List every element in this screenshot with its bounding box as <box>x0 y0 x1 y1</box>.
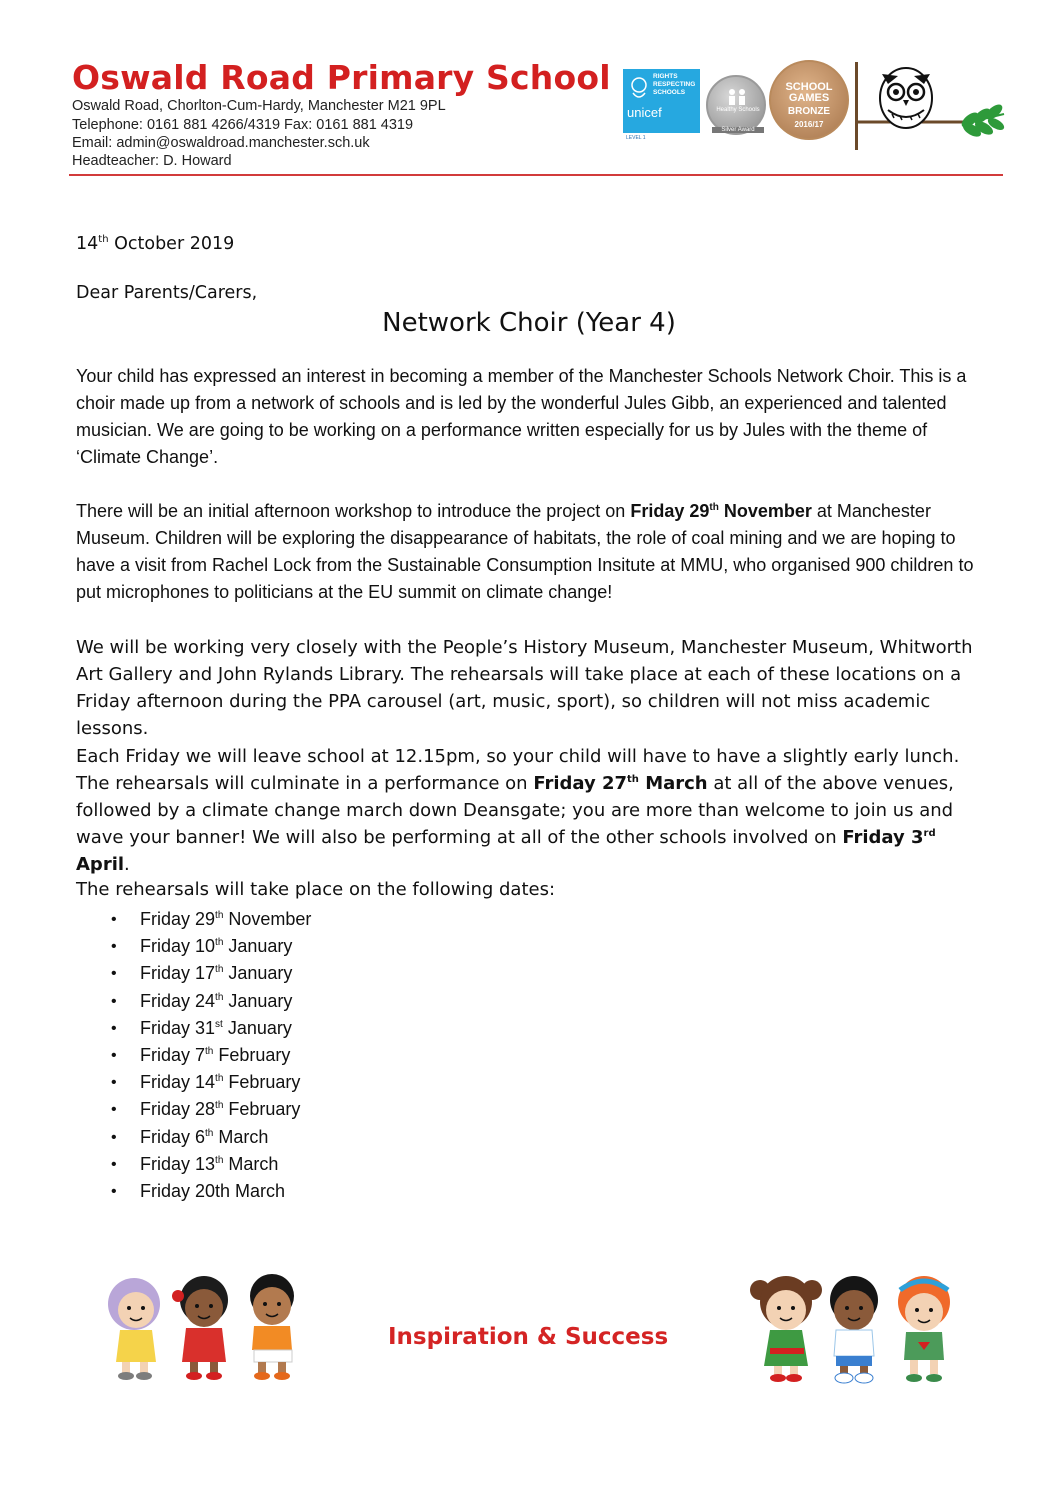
date-suffix: th <box>98 234 109 245</box>
list-item: • Friday 29th November <box>108 906 311 933</box>
paragraph-3 <box>76 634 991 742</box>
paragraph-1-text: Your child has expressed an interest in becoming a member of the Manchester Schools Network Choir. This is a choir made up from a network of schools and is led by the wonderful Jules Gibb, an experienced and talented musician. We are going to be working on a performance written especially for us by Jules with the theme of ‘Climate Change’. <box>76 366 967 467</box>
list-item: • Friday 17th January <box>108 960 311 987</box>
unicef-brand: unicef <box>627 105 662 120</box>
paragraph-4: Each Friday we will leave school at 12.15pm, so your child will have to have a slightly early lunch. The rehearsals will culminate in a performance on Friday 27th March at all of the above venues, followed by a climate change march down Deansgate; you are more than welcome to join us and wave your banner! We will also be performing at all of the other schools involved on Friday 3rd April. <box>76 746 960 875</box>
list-item: • Friday 28th February <box>108 1096 311 1123</box>
games-badge-line1: SCHOOL <box>785 81 833 93</box>
school-address: Oswald Road, Chorlton-Cum-Hardy, Manchester M21 9PL <box>72 98 446 114</box>
p4-bold-date-2: Friday 3rd April <box>76 827 936 875</box>
people-icon <box>726 87 748 105</box>
p4-text-b: at all of the above venues, followed by a climate change march down Deansgate; you are more than welcome to join us and wave your banner! We will also be performing at all of the other schools involved on <box>76 773 954 848</box>
letter-greeting: Dear Parents/Carers, <box>76 283 258 303</box>
p2-bold-date: Friday 29th November <box>630 501 812 521</box>
healthy-schools-badge <box>706 75 766 135</box>
paragraph-3-text: We will be working very closely with the People’s History Museum, Manchester Museum, Whitworth Art Gallery and John Rylands Library. The rehearsals will take place at each of these locations on a Friday afternoon during the PPA carousel (art, music, sport), so children will not miss academic lessons. <box>76 637 973 739</box>
letter-title: Network Choir (Year 4) <box>382 308 676 338</box>
unicef-rights-badge <box>623 69 700 133</box>
date-day: 14 <box>76 234 99 254</box>
list-item: • Friday 13th March <box>108 1151 311 1178</box>
heart-hands-icon <box>627 75 651 101</box>
list-item: • Friday 14th February <box>108 1069 311 1096</box>
games-badge-level: BRONZE <box>787 106 831 117</box>
paragraph-2 <box>76 498 991 606</box>
dates-intro: The rehearsals will take place on the following dates: <box>76 879 556 900</box>
list-item: • Friday 10th January <box>108 933 311 960</box>
paragraph-1 <box>76 363 991 471</box>
children-cartoon-icon <box>746 1268 966 1388</box>
p2-text-b: at Manchester Museum. Children will be exploring the disappearance of habitats, the role of coal mining and we are hoping to have a visit from Rachel Lock from the Sustainable Consumption Insitute at MMU, who organised 900 children to put microphones to politicians at the EU summit on climate change! <box>76 501 974 602</box>
healthy-badge-label: Healthy Schools <box>716 107 760 113</box>
header-divider <box>69 174 1003 176</box>
list-item: • Friday 24th January <box>108 988 311 1015</box>
school-email: Email: admin@oswaldroad.manchester.sch.uk <box>72 135 370 151</box>
school-headteacher: Headteacher: D. Howard <box>72 153 232 169</box>
school-phone: Telephone: 0161 881 4266/4319 Fax: 0161 881 4319 <box>72 117 414 133</box>
list-item: • Friday 7th February <box>108 1042 311 1069</box>
p4-bold-date-1: Friday 27th March <box>533 773 708 794</box>
healthy-badge-award: Silver Award <box>712 127 764 133</box>
games-badge-line2: GAMES <box>788 92 830 104</box>
unicef-badge-line1: RIGHTS <box>653 73 678 80</box>
list-item: • Friday 31st January <box>108 1015 311 1042</box>
unicef-level: LEVEL 1 <box>626 135 646 141</box>
children-cartoon-icon <box>96 1266 312 1384</box>
rehearsal-dates-list <box>108 906 311 1205</box>
list-item: • Friday 6th March <box>108 1124 311 1151</box>
p4-text-a: Each Friday we will leave school at 12.15pm, so your child will have to have a slightly early lunch. The rehearsals will culminate in a performance on <box>76 746 960 794</box>
date-rest: October 2019 <box>108 234 235 254</box>
school-games-badge <box>769 60 849 140</box>
unicef-badge-line2: RESPECTING <box>653 81 696 88</box>
letter-date <box>76 234 234 254</box>
p2-text-a: There will be an initial afternoon workshop to introduce the project on <box>76 501 631 521</box>
school-name: Oswald Road Primary School <box>72 58 611 97</box>
games-badge-year: 2016/17 <box>794 120 824 129</box>
list-item: • Friday 20th March <box>108 1178 311 1205</box>
school-motto: Inspiration & Success <box>388 1324 669 1350</box>
owl-logo-icon <box>858 62 1008 148</box>
unicef-badge-line3: SCHOOLS <box>653 89 686 96</box>
